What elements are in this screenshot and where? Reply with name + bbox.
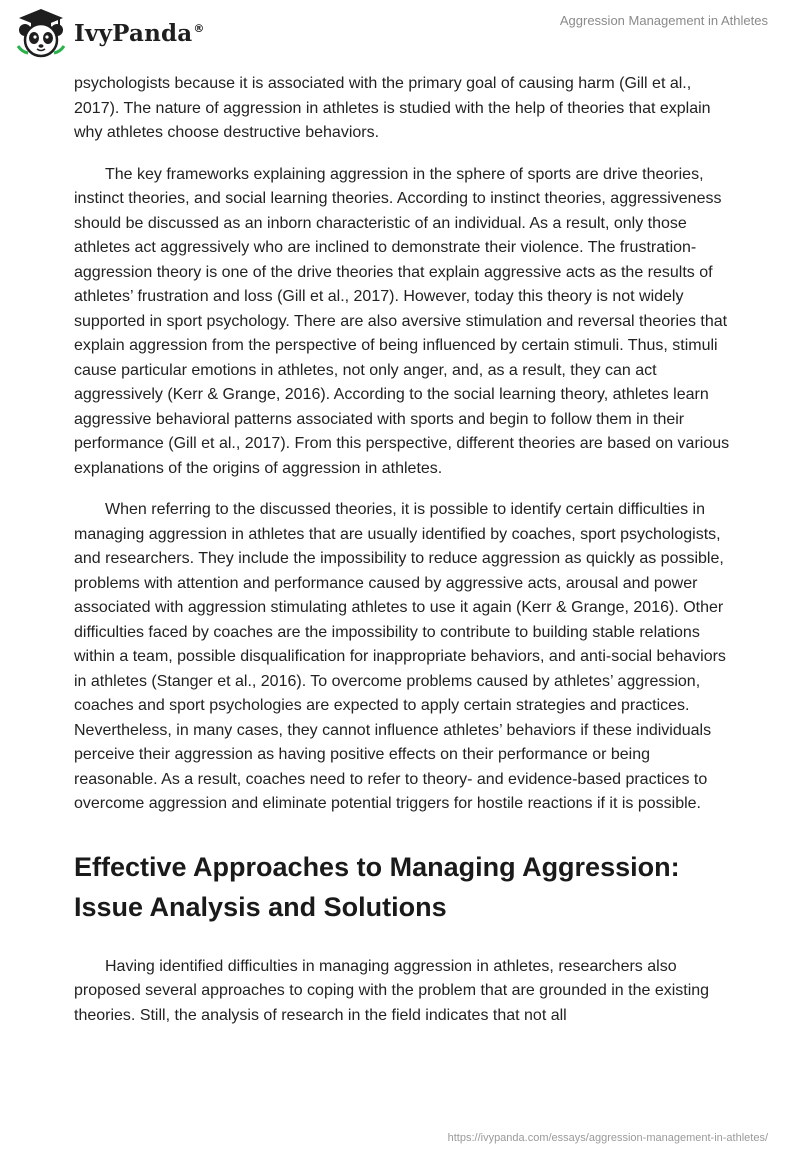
- panda-logo-icon: [14, 6, 68, 60]
- registered-mark: ®: [193, 21, 205, 35]
- paragraph: psychologists because it is associated with the primary goal of causing harm (Gill et al., 2017). The nature of aggression in athletes is studied with the help of theories that explain why athletes choose destructive behaviors.: [74, 75, 711, 141]
- paragraph: Having identified difficulties in managing aggression in athletes, researchers also proposed several approaches to coping with the problem that are grounded in the existing theories. Still, the analysis of research in the field indicates that not all: [74, 957, 710, 1024]
- section-heading: Effective Approaches to Managing Aggression: Issue Analysis and Solutions: [74, 851, 680, 922]
- logo-name: IvyPanda: [74, 19, 193, 47]
- document-title: Aggression Management in Athletes: [559, 13, 768, 28]
- paragraph: When referring to the discussed theories, it is possible to identify certain difficulties in managing aggression in athletes that are usually identified by coaches, sport psychologists, and researchers. They include the impossibility to reduce aggression as quickly as possible, problems with attention and performance caused by aggressive acts, arousal and power associated with aggression stimulating athletes to use it again (Kerr & Grange, 2016). Other difficulties faced by coaches are the impossibility to contribute to building stable relations within a team, possible disqualification for inappropriate behaviors, and anti-social behaviors in athletes (Stanger et al., 2016). To overcome problems caused by athletes’ aggression, coaches and sport psychologies are expected to apply certain strategies and practices. Nevertheless, in many cases, they cannot influence athletes’ behaviors if these individuals perceive their aggression as having positive effects on their performance or being reasonable. As a result, coaches need to refer to theory- and evidence-based practices to overcome aggression and eliminate potential triggers for hostile reactions if it is possible.: [74, 501, 726, 812]
- page-header: [0, 0, 800, 70]
- ivypanda-logo[interactable]: [14, 6, 205, 60]
- logo-wordmark: [74, 20, 205, 47]
- paragraph: The key frameworks explaining aggression in the sphere of sports are drive theories, instinct theories, and social learning theories. According to instinct theories, aggressiveness should be discussed as an inborn characteristic of an individual. As a result, only those athletes act aggressively who are inclined to demonstrate their violence. The frustration-aggression theory is one of the drive theories that explain aggressive acts as the results of athletes’ frustration and loss (Gill et al., 2017). However, today this theory is not widely supported in sport psychology. There are also aversive stimulation and reversal theories that explain aggression from the perspective of being influenced by certain stimuli. Thus, stimuli cause particular emotions in athletes, not only anger, and, as a result, they can act aggressively (Kerr & Grange, 2016). According to the social learning theory, athletes learn aggressive behavioral patterns associated with sports and begin to follow them in their performance (Gill et al., 2017). From this perspective, different theories are based on various explanations of the origins of aggression in athletes.: [74, 165, 730, 477]
- essay-body: [74, 72, 734, 1045]
- footer-source-url[interactable]: https://ivypanda.com/essays/aggression-management-in-athletes/: [447, 1132, 768, 1144]
